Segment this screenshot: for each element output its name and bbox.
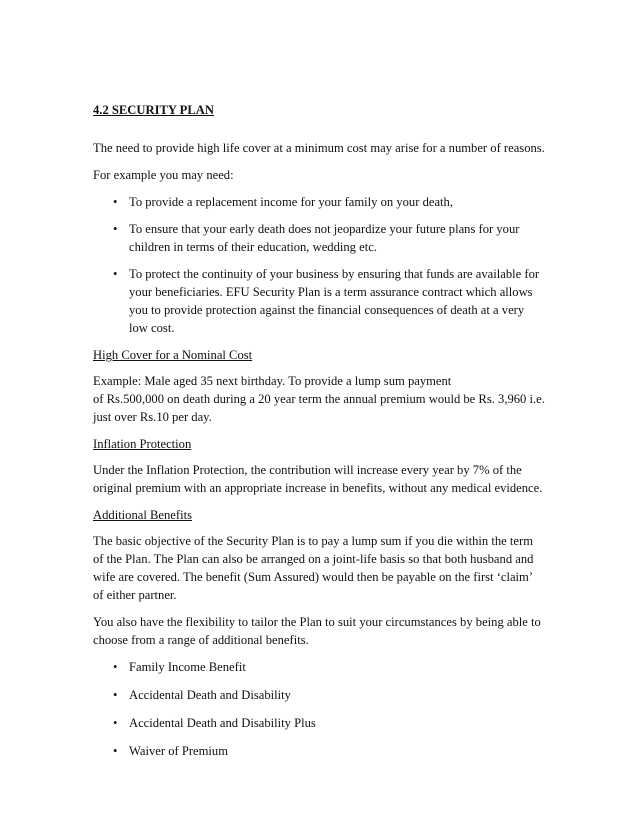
list-item xyxy=(93,193,553,211)
list-item xyxy=(93,686,553,704)
intro-paragraph xyxy=(93,139,553,157)
additional-paragraph-1 xyxy=(93,532,553,604)
bullet-icon: • xyxy=(113,267,118,281)
bullet-icon: • xyxy=(113,744,118,758)
list-item-line: your beneficiaries. EFU Security Plan is a term assurance contract which allows xyxy=(129,285,533,299)
list-item-line: Waiver of Premium xyxy=(129,744,229,758)
paragraph-line: The basic objective of the Security Plan is to pay a lump sum if you die within the term xyxy=(93,534,533,548)
bullet-icon: • xyxy=(113,660,118,674)
list-item-line: To ensure that your early death does not jeopardize your future plans for your xyxy=(129,222,520,236)
list-item-line: To provide a replacement income for your family on your death, xyxy=(129,195,453,209)
list-item-line: Family Income Benefit xyxy=(129,660,246,674)
paragraph-line: Under the Inflation Protection, the contribution will increase every year by 7% of the xyxy=(93,463,522,477)
example-intro xyxy=(93,166,553,184)
list-item-line: you to provide protection against the financial consequences of death at a very xyxy=(129,303,525,317)
bullet-icon: • xyxy=(113,195,118,209)
benefits-list xyxy=(93,658,553,760)
paragraph-line: wife are covered. The benefit (Sum Assured) would then be payable on the first ‘claim’ xyxy=(93,570,534,584)
example-intro-line: For example you may need: xyxy=(93,168,234,182)
paragraph-line: choose from a range of additional benefits. xyxy=(93,633,309,647)
paragraph-line: You also have the flexibility to tailor the Plan to suit your circumstances by being able to xyxy=(93,615,541,629)
bullet-icon: • xyxy=(113,222,118,236)
additional-paragraph-2 xyxy=(93,613,553,649)
paragraph-line: Example: Male aged 35 next birthday. To provide a lump sum payment xyxy=(93,374,452,388)
list-item xyxy=(93,714,553,732)
list-item-line: Accidental Death and Disability Plus xyxy=(129,716,316,730)
paragraph-line: of either partner. xyxy=(93,588,177,602)
inflation-title: Inflation Protection xyxy=(93,437,192,451)
paragraph-line: of Rs.500,000 on death during a 20 year term the annual premium would be Rs. 3,960 i.e. xyxy=(93,392,545,406)
document-page xyxy=(93,101,553,770)
bullet-icon: • xyxy=(113,716,118,730)
paragraph-line: just over Rs.10 per day. xyxy=(93,410,212,424)
list-item-line: To protect the continuity of your business by ensuring that funds are available for xyxy=(129,267,540,281)
list-item-line: Accidental Death and Disability xyxy=(129,688,291,702)
additional-benefits-title: Additional Benefits xyxy=(93,508,192,522)
section-heading: 4.2 SECURITY PLAN xyxy=(93,103,214,117)
paragraph-line: of the Plan. The Plan can also be arranged on a joint-life basis so that both husband and xyxy=(93,552,534,566)
bullet-icon: • xyxy=(113,688,118,702)
high-cover-paragraph xyxy=(93,372,553,426)
paragraph-line: original premium with an appropriate increase in benefits, without any medical evidence. xyxy=(93,481,543,495)
list-item xyxy=(93,658,553,676)
list-item-line: low cost. xyxy=(129,321,175,335)
intro-line: The need to provide high life cover at a minimum cost may arise for a number of reasons. xyxy=(93,141,545,155)
list-item xyxy=(93,265,553,337)
needs-list xyxy=(93,193,553,337)
list-item-line: children in terms of their education, wedding etc. xyxy=(129,240,377,254)
inflation-paragraph xyxy=(93,461,553,497)
list-item xyxy=(93,742,553,760)
list-item xyxy=(93,220,553,256)
high-cover-title: High Cover for a Nominal Cost xyxy=(93,348,253,362)
